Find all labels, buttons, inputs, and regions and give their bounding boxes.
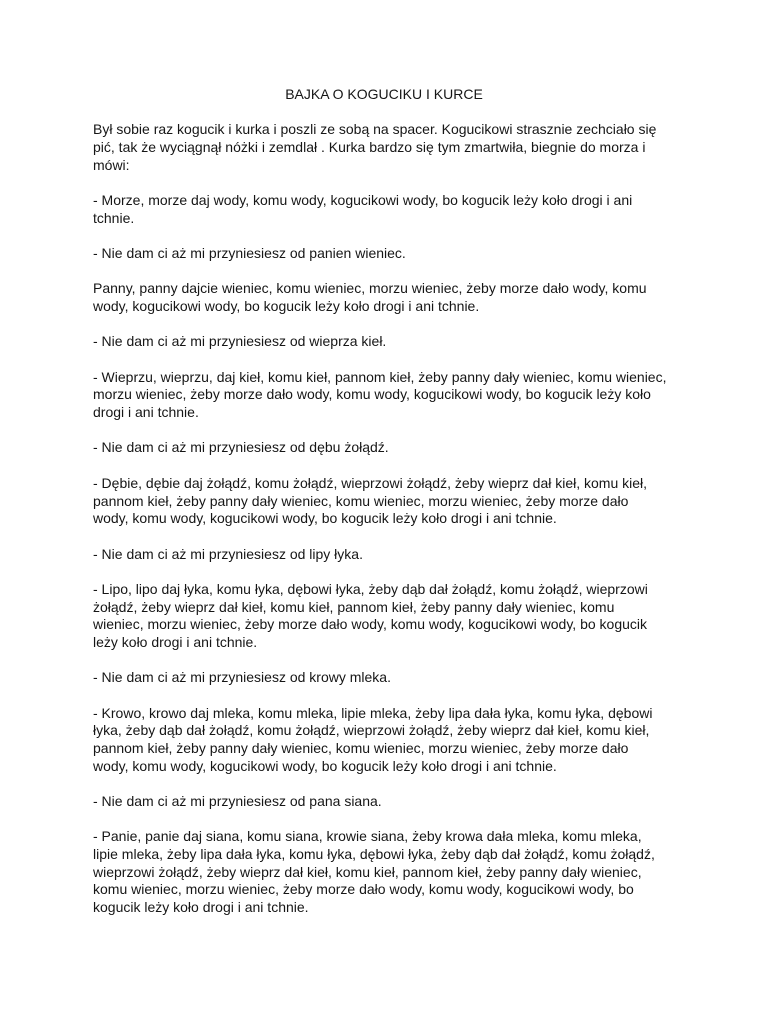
text-line: - Lipo, lipo daj łyka, komu łyka, dębowi łyka, żeby dąb dał żołądź, komu żołądź, wieprzowi	[93, 580, 648, 597]
text-line: morzu wieniec, żeby morze dało wody, komu wody, kogucikowi wody, bo kogucik leży koło	[93, 386, 651, 403]
text-line: Był sobie raz kogucik i kurka i poszli ze sobą na spacer. Kogucikowi strasznie zechciało się	[93, 121, 657, 138]
text-line: - Nie dam ci aż mi przyniesiesz od dębu żołądź.	[93, 439, 389, 456]
text-line: - Panie, panie daj siana, komu siana, krowie siana, żeby krowa dała mleka, komu mleka,	[93, 828, 642, 845]
story-paragraph	[93, 793, 713, 811]
story-paragraph	[93, 192, 713, 227]
text-line: łyka, żeby dąb dał żołądź, komu żołądź, wieprzowi żołądź, żeby wieprz dał kieł, komu kieł,	[93, 722, 650, 739]
text-line: mówi:	[93, 156, 130, 173]
text-line: - Krowo, krowo daj mleka, komu mleka, lipie mleka, żeby lipa dała łyka, komu łyka, dębowi	[93, 704, 653, 721]
text-line: - Nie dam ci aż mi przyniesiesz od panien wieniec.	[93, 245, 406, 262]
text-line: Panny, panny dajcie wieniec, komu wieniec, morzu wieniec, żeby morze dało wody, komu	[93, 280, 647, 297]
document-title: BAJKA O KOGUCIKU I KURCE	[285, 86, 483, 102]
text-line: - Wieprzu, wieprzu, daj kieł, komu kieł, pannom kieł, żeby panny dały wieniec, komu wieniec,	[93, 368, 667, 385]
story-paragraph	[93, 333, 713, 351]
text-line: - Nie dam ci aż mi przyniesiesz od wieprza kieł.	[93, 333, 387, 350]
text-line: wieprzowi żołądź, żeby wieprz dał kieł, komu kieł, pannom kieł, żeby panny dały wieniec,	[93, 863, 642, 880]
story-paragraph	[93, 546, 713, 564]
text-line: - Dębie, dębie daj żołądź, komu żołądź, wieprzowi żołądź, żeby wieprz dał kieł, komu kieł,	[93, 474, 648, 491]
story-paragraph	[93, 439, 713, 457]
text-line: pannom kieł, żeby panny dały wieniec, komu wieniec, morzu wieniec, żeby morze dało	[93, 739, 629, 756]
story-paragraph	[93, 828, 713, 916]
text-line: - Nie dam ci aż mi przyniesiesz od pana siana.	[93, 792, 382, 809]
text-line: żołądź, żeby wieprz dał kieł, komu kieł, pannom kieł, żeby panny dały wieniec, komu	[93, 598, 615, 615]
text-line: wody, komu wody, kogucikowi wody, bo kogucik leży koło drogi i ani tchnie.	[93, 757, 557, 774]
text-line: - Nie dam ci aż mi przyniesiesz od lipy łyka.	[93, 545, 363, 562]
text-line: - Nie dam ci aż mi przyniesiesz od krowy mleka.	[93, 669, 391, 686]
story-paragraph	[93, 121, 713, 174]
text-line: kogucik leży koło drogi i ani tchnie.	[93, 898, 309, 915]
story-paragraph	[93, 705, 713, 776]
text-line: drogi i ani tchnie.	[93, 404, 199, 421]
text-line: komu wieniec, morzu wieniec, żeby morze dało wody, komu wody, kogucikowi wody, bo	[93, 881, 634, 898]
story-paragraph	[93, 475, 713, 528]
text-line: wody, kogucikowi wody, bo kogucik leży koło drogi i ani tchnie.	[93, 298, 480, 315]
text-line: wieniec, morzu wieniec, żeby morze dało wody, komu wody, kogucikowi wody, bo kogucik	[93, 616, 648, 633]
text-line: - Morze, morze daj wody, komu wody, kogucikowi wody, bo kogucik leży koło drogi i ani	[93, 192, 633, 209]
text-line: leży koło drogi i ani tchnie.	[93, 633, 258, 650]
text-line: tchnie.	[93, 209, 135, 226]
story-paragraph	[93, 581, 713, 652]
story-paragraph	[93, 280, 713, 315]
text-line: wody, komu wody, kogucikowi wody, bo kogucik leży koło drogi i ani tchnie.	[93, 510, 557, 527]
text-line: lipie mleka, żeby lipa dała łyka, komu łyka, dębowi łyka, żeby dąb dał żołądź, komu żołądź,	[93, 845, 655, 862]
story-paragraph	[93, 669, 713, 687]
story-paragraph	[93, 369, 713, 422]
text-line: pić, tak że wyciągnął nóżki i zemdlał . Kurka bardzo się tym zmartwiła, biegnie do morza i	[93, 139, 646, 156]
text-line: pannom kieł, żeby panny dały wieniec, komu wieniec, morzu wieniec, żeby morze dało	[93, 492, 629, 509]
story-paragraph	[93, 245, 713, 263]
document-body	[93, 121, 713, 934]
